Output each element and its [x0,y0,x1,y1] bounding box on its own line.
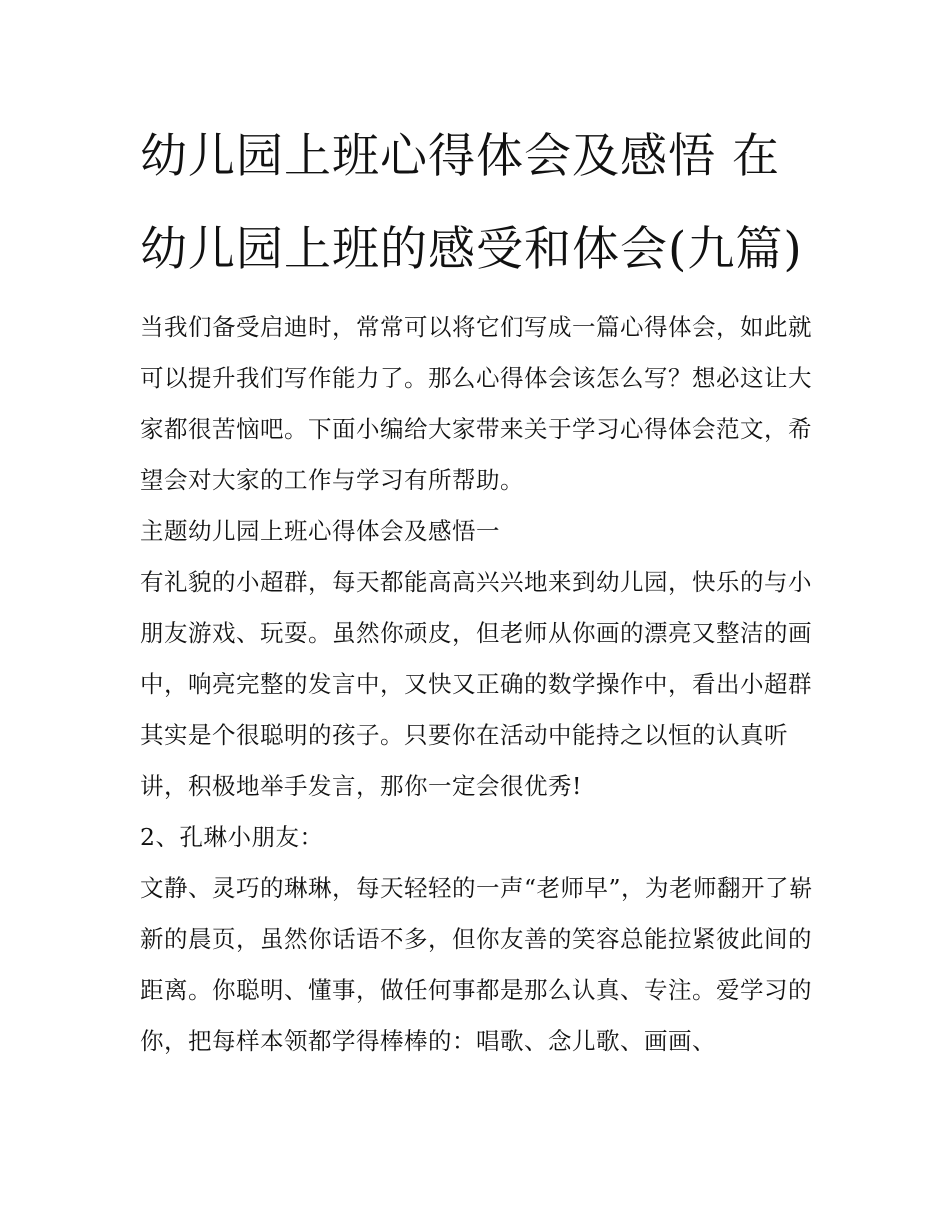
body-paragraph: 文静、灵巧的琳琳，每天轻轻的一声“老师早”，为老师翻开了崭新的晨页，虽然你话语不多，但你友善的笑容总能拉紧彼此间的距离。你聪明、懂事，做任何事都是那么认真、专注。爱学习的你，把每样本领都学得棒棒的：唱歌、念儿歌、画画、 [140,874,814,1055]
body-paragraph: 有礼貌的小超群，每天都能高高兴兴地来到幼儿园，快乐的与小朋友游戏、玩耍。虽然你顽皮，但老师从你画的漂亮又整洁的画中，响亮完整的发言中，又快又正确的数学操作中，看出小超群其实是个很聪明的孩子。只要你在活动中能持之以恒的认真听讲，积极地举手发言，那你一定会很优秀! [140,568,812,800]
section-heading: 主题幼儿园上班心得体会及感悟一 [140,517,500,545]
document-body [140,302,820,1067]
intro-paragraph: 当我们备受启迪时，常常可以将它们写成一篇心得体会，如此就可以提升我们写作能力了。那么心得体会该怎么写？想必这让大家都很苦恼吧。下面小编给大家带来关于学习心得体会范文，希望会对大家的工作与学习有所帮助。 [140,313,812,494]
subheading: 2、孔琳小朋友： [140,823,324,851]
document-title: 幼儿园上班心得体会及感悟 在幼儿园上班的感受和体会(九篇) [140,129,803,277]
document-page [140,110,820,1067]
